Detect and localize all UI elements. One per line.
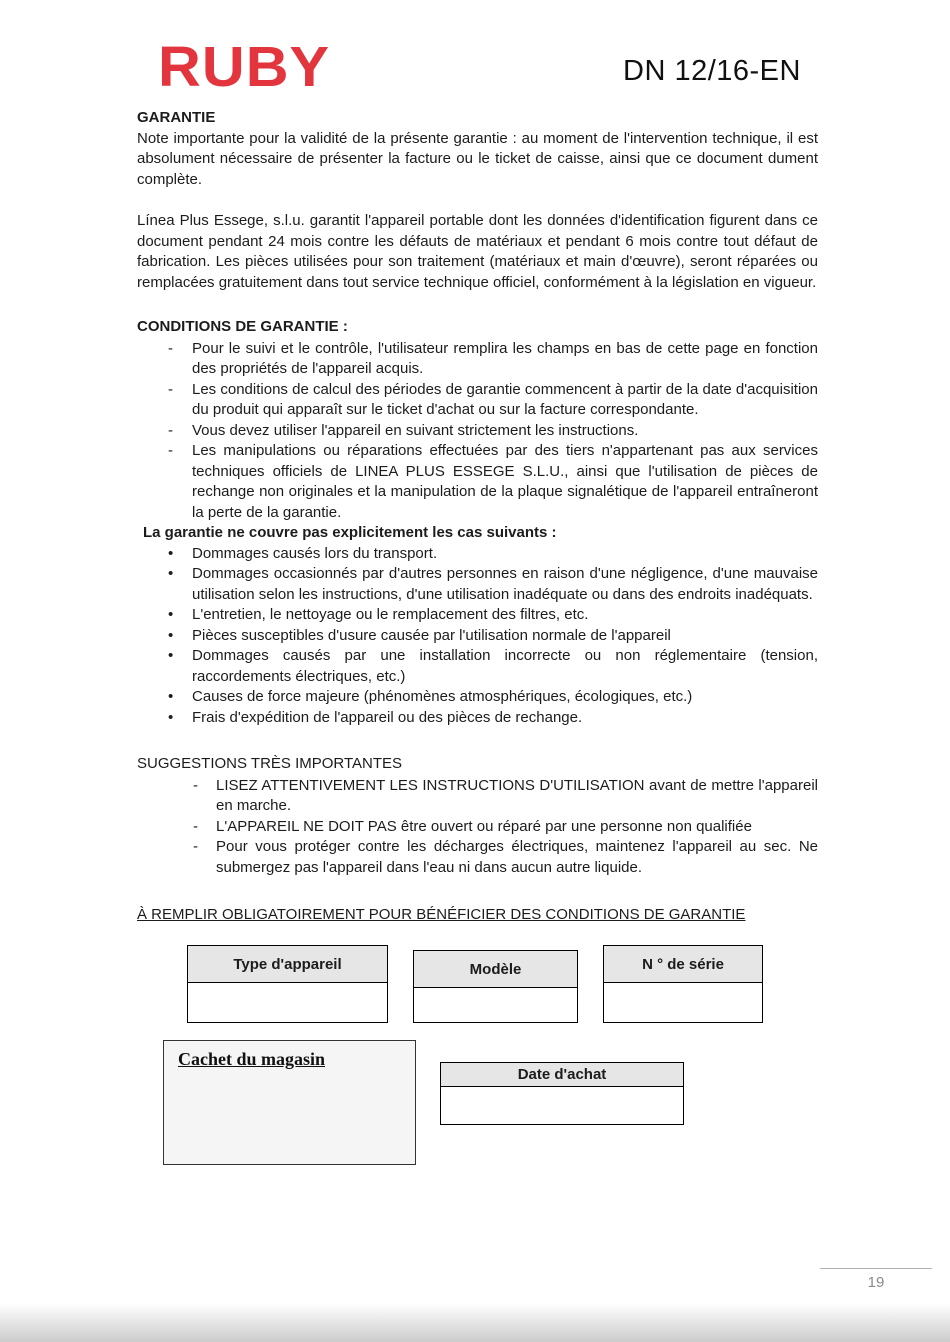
serial-number-label: N ° de série — [604, 946, 762, 983]
exclusions-list — [137, 544, 818, 729]
exclusion-item — [137, 687, 818, 708]
exclusion-item — [137, 626, 818, 647]
appliance-type-box — [187, 945, 388, 1023]
exclusion-item — [137, 605, 818, 626]
document-body — [137, 108, 818, 926]
exclusion-text: Causes de force majeure (phénomènes atmosphériques, écologiques, etc.) — [192, 688, 693, 705]
ruby-logo: RUBY — [158, 35, 331, 99]
purchase-date-label: Date d'achat — [441, 1063, 683, 1087]
suggestion-text: LISEZ ATTENTIVEMENT LES INSTRUCTIONS D'UTILISATION avant de mettre l'appareil en marche. — [216, 776, 818, 814]
exclusion-text: Pièces susceptibles d'usure causée par l'utilisation normale de l'appareil — [192, 626, 671, 644]
conditions-list — [137, 339, 818, 524]
condition-item — [137, 339, 818, 380]
purchase-date-box — [440, 1062, 684, 1125]
exclusion-item — [137, 646, 818, 687]
exclusion-text: Frais d'expédition de l'appareil ou des pièces de rechange. — [192, 708, 583, 726]
fill-obligation-title: À REMPLIR OBLIGATOIREMENT POUR BÉNÉFICIER DES CONDITIONS DE GARANTIE — [137, 906, 746, 923]
shop-stamp-label: Cachet du magasin — [178, 1049, 326, 1069]
bullet-marker — [168, 605, 173, 626]
shop-stamp-box — [163, 1040, 416, 1165]
exclusion-text: Dommages occasionnés par d'autres personnes en raison d'une négligence, d'une mauvaise utilisation selon les instructions, d'une utilisation inadéquate ou dans des endroits inadéquats. — [192, 565, 818, 603]
scan-shadow — [0, 1304, 950, 1342]
warranty-form — [0, 938, 950, 1188]
suggestions-list — [137, 776, 818, 879]
suggestion-text: L'APPAREIL NE DOIT PAS être ouvert ou réparé par une personne non qualifiée — [216, 817, 752, 835]
bullet-marker — [168, 626, 173, 647]
bullet-marker — [168, 708, 173, 729]
dash-marker — [193, 837, 198, 858]
bullet-marker — [168, 544, 173, 565]
suggestion-item — [137, 837, 818, 878]
conditions-title: CONDITIONS DE GARANTIE : — [137, 318, 348, 335]
appliance-type-label: Type d'appareil — [188, 946, 387, 983]
dash-marker — [168, 380, 173, 401]
exclusion-item — [137, 708, 818, 729]
suggestion-item — [137, 817, 818, 838]
exclusion-text: Dommages causés par une installation incorrecte ou non réglementaire (tension, raccordements électriques, etc.) — [192, 647, 818, 685]
suggestions-section — [137, 754, 818, 878]
suggestions-title: SUGGESTIONS TRÈS IMPORTANTES — [137, 755, 403, 772]
exclusion-text: Dommages causés lors du transport. — [192, 544, 438, 562]
exclusion-item — [137, 564, 818, 605]
serial-number-box — [603, 945, 763, 1023]
warranty-terms-paragraph: Línea Plus Essege, s.l.u. garantit l'appareil portable dont les données d'identification figurent dans ce document pendant 24 mois contre les défauts de matériaux et pendant 6 mois contre tout défaut de fabrication. Les pièces utilisées pour son traitement (matériaux et main d'œuvre), seront réparées ou remplacées gratuitement dans tout service technique officiel, conformément à la législation en vigueur. — [137, 212, 818, 291]
bullet-marker — [168, 646, 173, 667]
condition-item — [137, 441, 818, 523]
dash-marker — [168, 441, 173, 462]
exclusion-text: L'entretien, le nettoyage ou le remplacement des filtres, etc. — [192, 606, 589, 623]
document-code: DN 12/16-EN — [623, 55, 801, 87]
exclusion-item — [137, 544, 818, 565]
dash-marker — [193, 817, 198, 838]
bullet-marker — [168, 564, 173, 585]
suggestion-item — [137, 776, 818, 817]
suggestion-text: Pour vous protéger contre les décharges électriques, maintenez l'appareil au sec. Ne submergez pas l'appareil dans l'eau ni dans aucun autre liquide. — [216, 838, 818, 876]
garantie-title: GARANTIE — [137, 109, 216, 126]
important-note-paragraph: Note importante pour la validité de la présente garantie : au moment de l'intervention technique, il est absolument nécessaire de présenter la facture ou le ticket de caisse, ainsi que ce document dument complète. — [137, 129, 818, 188]
condition-text: Les manipulations ou réparations effectuées par des tiers n'appartenant pas aux services techniques officiels de LINEA PLUS ESSEGE S.L.U., ainsi que l'utilisation de pièces de rechange non originales et la manipulation de la plaque signalétique de l'appareil entraîneront la perte de la garantie. — [192, 442, 818, 521]
condition-text: Pour le suivi et le contrôle, l'utilisateur remplira les champs en bas de cette page en fonction des propriétés de l'appareil acquis. — [192, 339, 818, 377]
bullet-marker — [168, 687, 173, 708]
condition-item — [137, 421, 818, 442]
dash-marker — [168, 421, 173, 442]
page-number: 19 — [820, 1268, 932, 1291]
model-label: Modèle — [414, 951, 577, 988]
condition-item — [137, 380, 818, 421]
dash-marker — [193, 776, 198, 797]
condition-text: Vous devez utiliser l'appareil en suivant strictement les instructions. — [192, 421, 639, 439]
condition-text: Les conditions de calcul des périodes de garantie commencent à partir de la date d'acquisition du produit qui apparaît sur le ticket d'achat ou sur la facture correspondante. — [192, 380, 818, 418]
exclusions-title: La garantie ne couvre pas explicitement les cas suivants : — [143, 524, 557, 541]
model-box — [413, 950, 578, 1023]
dash-marker — [168, 339, 173, 360]
